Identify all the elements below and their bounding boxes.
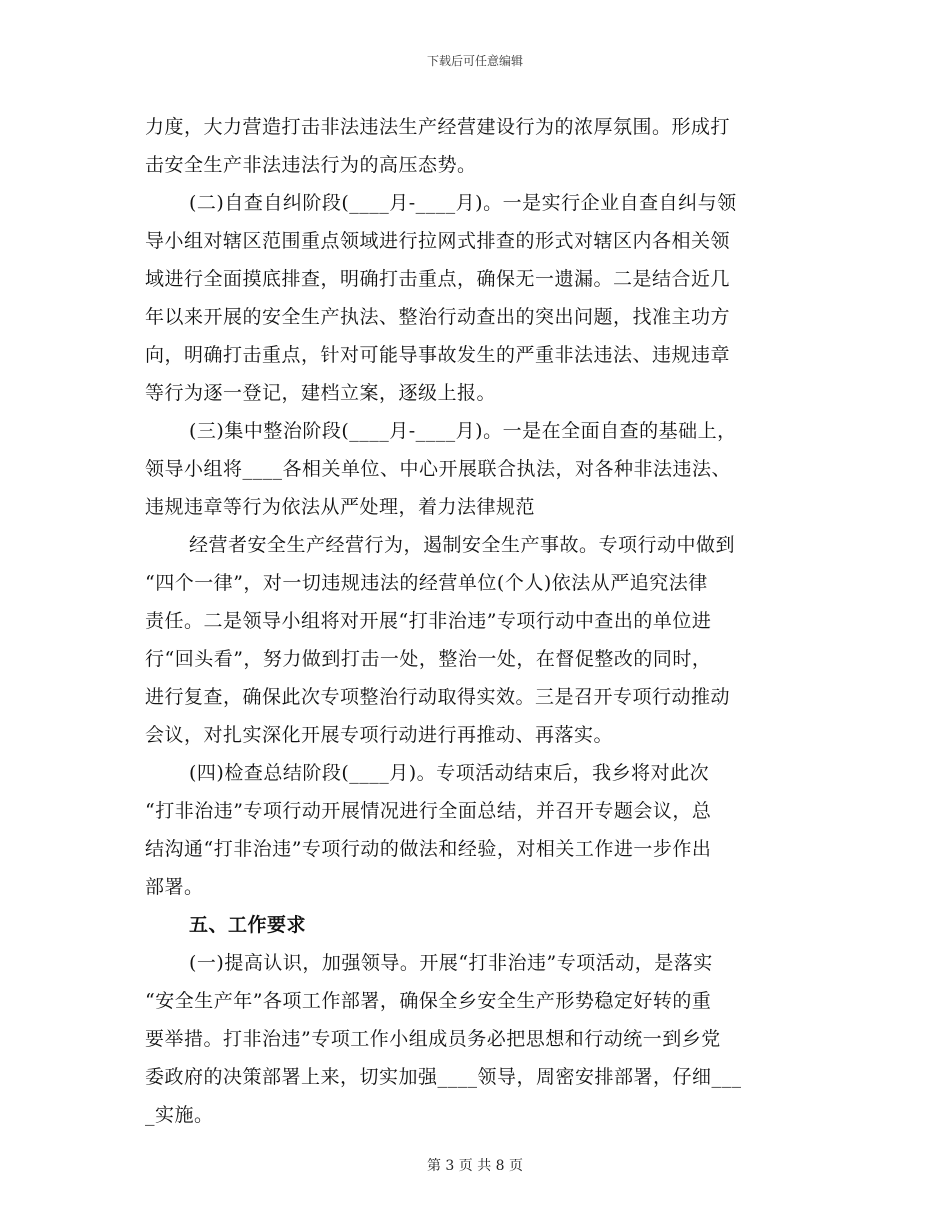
- text-line: 经营者安全生产经营行为，遏制安全生产事故。专项行动中做到: [189, 534, 736, 556]
- page-header: 下载后可任意编辑: [426, 54, 523, 68]
- text-line: 进行复查，确保此次专项整治行动取得实效。三是召开专项行动推动: [145, 686, 731, 708]
- text-line: (二)自查自纠阶段(____月-____月)。一是实行企业自查自纠与领: [189, 192, 737, 214]
- text-line: 力度，大力营造打击非法违法生产经营建设行为的浓厚氛围。形成打: [145, 116, 731, 138]
- text-line: 击安全生产非法违法行为的高压态势。: [145, 154, 477, 176]
- text-line: _实施。: [145, 1104, 214, 1126]
- text-line: “打非治违”专项行动开展情况进行全面总结，并召开专题会议，总: [145, 800, 712, 822]
- text-line: 要举措。打非治违”专项工作小组成员务必把思想和行动统一到乡党: [145, 1028, 721, 1050]
- text-line: 责任。二是领导小组将对开展“打非治违”专项行动中查出的单位进: [145, 610, 712, 632]
- text-line: 导小组对辖区范围重点领域进行拉网式排查的形式对辖区内各相关领: [145, 230, 731, 252]
- text-line: 等行为逐一登记，建档立案，逐级上报。: [145, 382, 497, 404]
- document-body: [145, 108, 805, 1134]
- text-line: 行“回头看”，努力做到打击一处，整治一处，在督促整改的同时，: [145, 648, 712, 670]
- text-line: 向，明确打击重点，针对可能导事故发生的严重非法违法、违规违章: [145, 344, 731, 366]
- text-line: (一)提高认识，加强领导。开展“打非治违”专项活动，是落实: [189, 952, 713, 974]
- text-line: 年以来开展的安全生产执法、整治行动查出的突出问题，找准主功方: [145, 306, 731, 328]
- text-line: 委政府的决策部署上来，切实加强____领导，周密安排部署，仔细___: [145, 1066, 742, 1088]
- text-line: “四个一律”，对一切违规违法的经营单位(个人)依法从严追究法律: [145, 572, 708, 594]
- text-line: (三)集中整治阶段(____月-____月)。一是在全面自查的基础上，: [189, 420, 737, 442]
- page-footer: 第 3 页 共 8 页: [426, 1158, 524, 1174]
- text-line: 部署。: [145, 876, 204, 898]
- text-line: (四)检查总结阶段(____月)。专项活动结束后，我乡将对此次: [189, 762, 710, 784]
- text-line: 结沟通“打非治违”专项行动的做法和经验，对相关工作进一步作出: [145, 838, 712, 860]
- text-line: 领导小组将____各相关单位、中心开展联合执法，对各种非法违法、: [145, 458, 732, 480]
- text-line: 会议，对扎实深化开展专项行动进行再推动、再落实。: [145, 724, 614, 746]
- text-line: 域进行全面摸底排查，明确打击重点，确保无一遗漏。二是结合近几: [145, 268, 731, 290]
- section-heading: 五、工作要求: [189, 914, 307, 936]
- text-line: 违规违章等行为依法从严处理，着力法律规范: [145, 496, 536, 518]
- text-line: “安全生产年”各项工作部署，确保全乡安全生产形势稳定好转的重: [145, 990, 712, 1012]
